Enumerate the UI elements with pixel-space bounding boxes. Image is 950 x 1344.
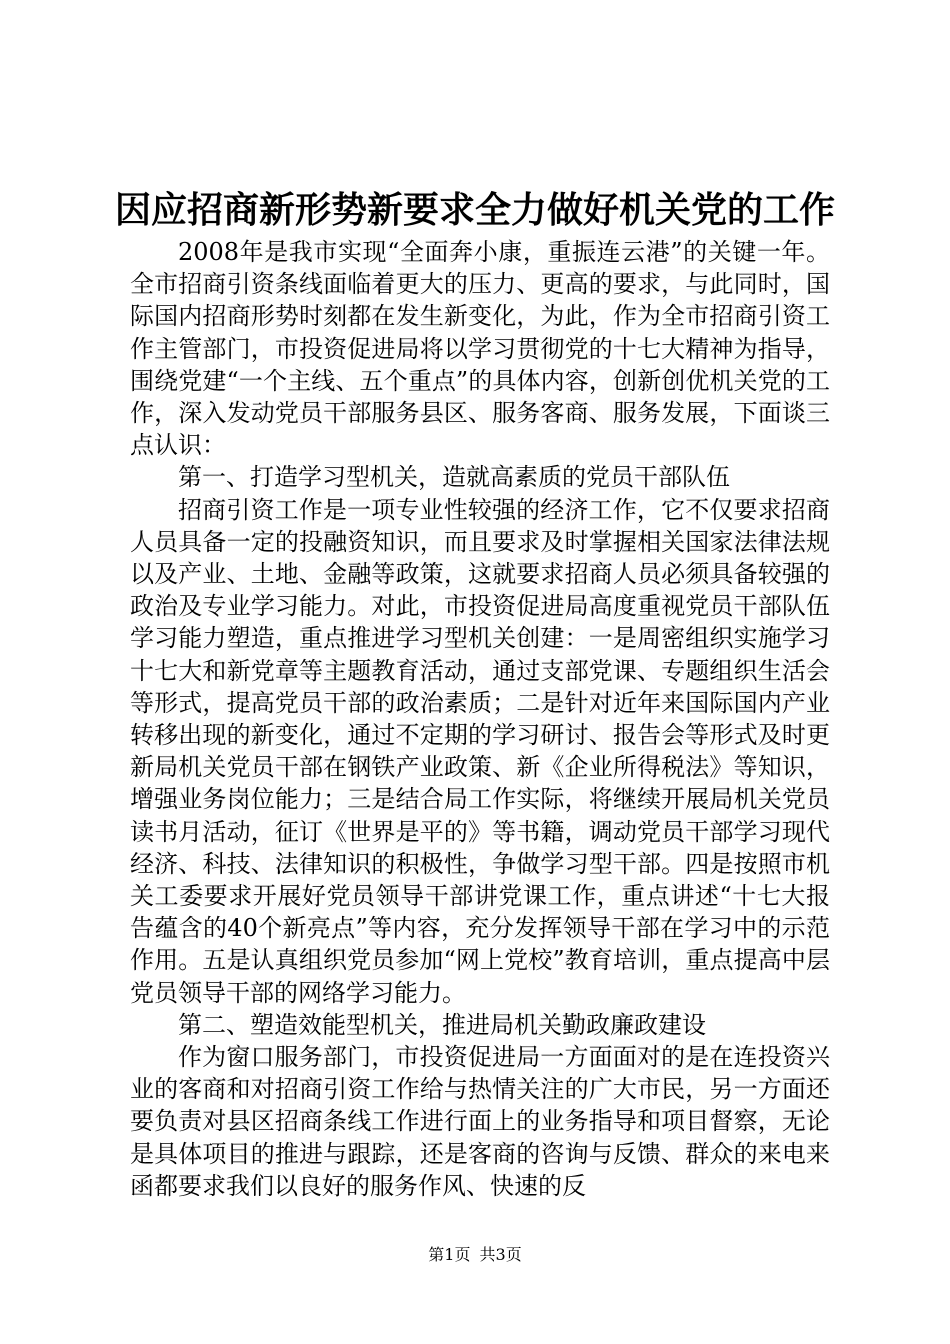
section-2-paragraph: 作为窗口服务部门，市投资促进局一方面面对的是在连投资兴业的客商和对招商引资工作给与热情关注的广大市民，另一方面还要负责对县区招商条线工作进行面上的业务指导和项目督察，无论是具体项目的推进与跟踪，还是客商的咨询与反馈、群众的来电来函都要求我们以良好的服务作风、快速的反 — [130, 1043, 830, 1200]
section-heading-2: 第二、塑造效能型机关，推进局机关勤政廉政建设 — [178, 1010, 706, 1039]
page-footer — [0, 1244, 950, 1266]
document-body — [130, 236, 830, 1202]
section-heading-1: 第一、打造学习型机关，造就高素质的党员干部队伍 — [178, 463, 730, 492]
section-1-paragraph: 招商引资工作是一项专业性较强的经济工作，它不仅要求招商人员具备一定的投融资知识，而且要求及时掌握相关国家法律法规以及产业、土地、金融等政策，这就要求招商人员必须具备较强的政治及专业学习能力。对此，市投资促进局高度重视党员干部队伍学习能力塑造，重点推进学习型机关创建：一是周密组织实施学习十七大和新党章等主题教育活动，通过支部党课、专题组织生活会等形式，提高党员干部的政治素质；二是针对近年来国际国内产业转移出现的新变化，通过不定期的学习研讨、报告会等形式及时更新局机关党员干部在钢铁产业政策、新《企业所得税法》等知识，增强业务岗位能力；三是结合局工作实际，将继续开展局机关党员读书月活动，征订《世界是平的》等书籍，调动党员干部学习现代经济、科技、法律知识的积极性，争做学习型干部。四是按照市机关工委要求开展好党员领导干部讲党课工作，重点讲述“十七大报告蕴含的40个新亮点”等内容，充分发挥领导干部在学习中的示范作用。五是认真组织党员参加“网上党校”教育培训，重点提高中层党员领导干部的网络学习能力。 — [130, 495, 830, 1007]
document-title: 因应招商新形势新要求全力做好机关党的工作 — [114, 189, 835, 231]
page-total: 共3页 — [479, 1245, 522, 1264]
intro-paragraph: 2008年是我市实现“全面奔小康，重振连云港”的关键一年。全市招商引资条线面临着更大的压力、更高的要求，与此同时，国际国内招商形势时刻都在发生新变化，为此，作为全市招商引资工作主管部门，市投资促进局将以学习贯彻党的十七大精神为指导，围绕党建“一个主线、五个重点”的具体内容，创新创优机关党的工作，深入发动党员干部服务县区、服务客商、服务发展，下面谈三点认识： — [130, 238, 830, 460]
page-number: 第1页 — [428, 1245, 471, 1264]
